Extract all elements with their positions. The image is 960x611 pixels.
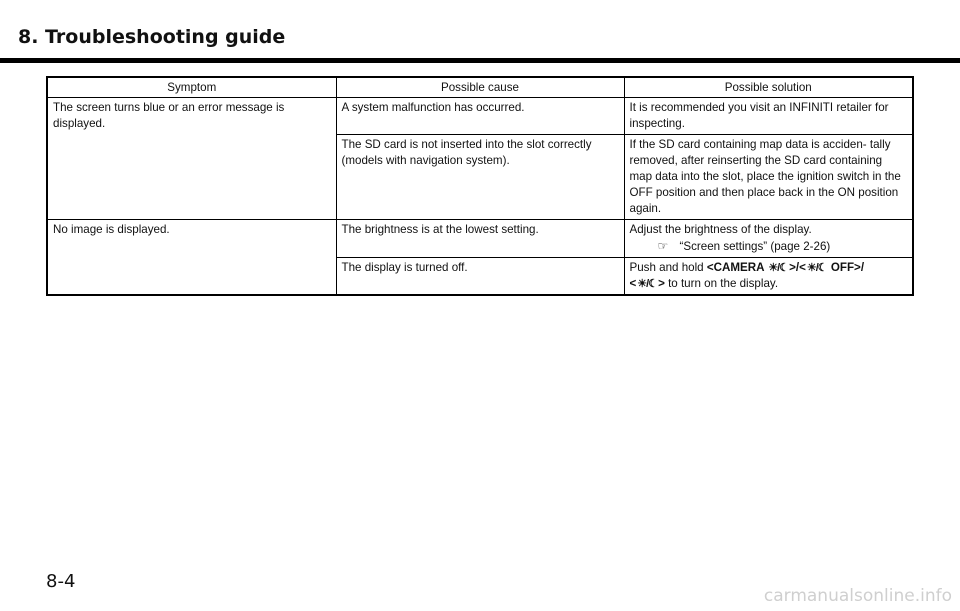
cause-cell: The display is turned off. [336,258,624,296]
button-open-bracket: < [629,277,637,290]
reference-link[interactable]: “Screen settings” (page 2-26) [679,240,831,253]
solution-cell: It is recommended you visit an INFINITI retailer for inspecting. [624,98,913,135]
header-possible-solution: Possible solution [624,77,913,98]
watermark: carmanualsonline.info [763,586,952,606]
header-symptom: Symptom [47,77,336,98]
cause-cell: The SD card is not inserted into the slot correctly (models with navigation system). [336,135,624,220]
button-separator: >/< [789,261,806,274]
solution-cell [624,220,913,258]
troubleshooting-table [46,76,914,296]
solution-prefix: Push and hold [629,261,707,274]
brightness-dimmer-icon: ☀/☾ [806,262,827,274]
symptom-cell: The screen turns blue or an error message is displayed. [47,98,336,220]
solution-suffix: to turn on the display. [664,277,779,290]
cause-cell: The brightness is at the lowest setting. [336,220,624,258]
reference-hand-icon: ☞ [657,239,669,253]
cause-cell: A system malfunction has occurred. [336,98,624,135]
table-header-row [47,77,913,98]
button-close-bracket: > [658,277,665,290]
page-title: 8. Troubleshooting guide [18,26,286,48]
table-row [47,98,913,135]
table-row [47,220,913,258]
off-button-label: OFF>/ [827,261,865,274]
solution-cell [624,258,913,296]
symptom-cell: No image is displayed. [47,220,336,296]
brightness-dimmer-icon: ☀/☾ [637,278,658,290]
page-number: 8-4 [46,571,76,592]
solution-text: Adjust the brightness of the display. [629,223,812,236]
title-rule [0,58,960,63]
camera-button-label: <CAMERA [706,261,768,274]
solution-cell: If the SD card containing map data is acciden- tally removed, after reinserting the SD card containing map data into the slot, place the ignition switch in the OFF position and then place back in the ON position again. [624,135,913,220]
header-possible-cause: Possible cause [336,77,624,98]
reference-line [630,238,908,255]
brightness-dimmer-icon: ☀/☾ [768,262,789,274]
